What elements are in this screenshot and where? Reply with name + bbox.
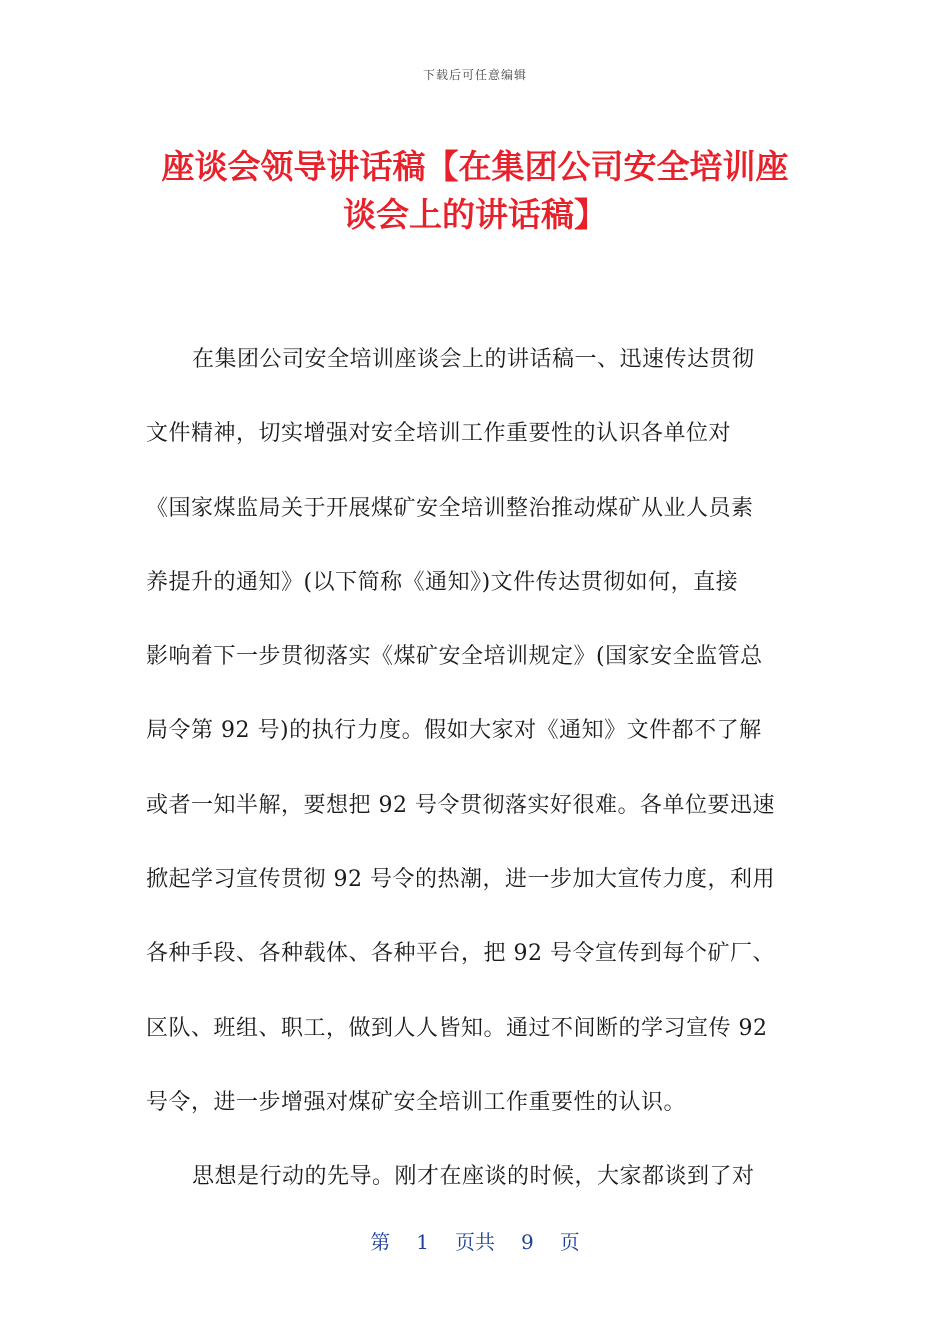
header-note: 下载后可任意编辑 bbox=[422, 68, 527, 82]
title-line-2: 谈会上的讲话稿】 bbox=[343, 195, 607, 234]
body-line: 区队、班组、职工，做到人人皆知。通过不间断的学习宣传 92 bbox=[146, 1015, 768, 1041]
body-line: 号令，进一步增强对煤矿安全培训工作重要性的认识。 bbox=[146, 1089, 687, 1115]
body-line: 《国家煤监局关于开展煤矿安全培训整治推动煤矿从业人员素 bbox=[146, 495, 754, 521]
body-line: 掀起学习宣传贯彻 92 号令的热潮，进一步加大宣传力度，利用 bbox=[146, 867, 775, 893]
body-line: 局令第 92 号)的执行力度。假如大家对《通知》文件都不了解 bbox=[146, 718, 762, 744]
footer-middle: 页共 bbox=[455, 1230, 495, 1254]
footer-total-pages: 9 bbox=[521, 1230, 534, 1254]
body-line: 在集团公司安全培训座谈会上的讲话稿一、迅速传达贯彻 bbox=[192, 347, 755, 372]
body-line: 文件精神，切实增强对安全培训工作重要性的认识各单位对 bbox=[146, 421, 732, 447]
body-line: 各种手段、各种载体、各种平台，把 92 号令宣传到每个矿厂、 bbox=[146, 941, 775, 967]
page-footer bbox=[0, 1226, 950, 1255]
body-line: 思想是行动的先导。刚才在座谈的时候，大家都谈到了对 bbox=[192, 1164, 755, 1190]
document-body bbox=[146, 323, 806, 1215]
title-line-1: 座谈会领导讲话稿【在集团公司安全培训座 bbox=[161, 147, 789, 186]
footer-prefix: 第 bbox=[370, 1230, 391, 1254]
footer-current-page: 1 bbox=[416, 1230, 429, 1254]
document-title bbox=[100, 143, 850, 239]
body-line: 养提升的通知》(以下简称《通知》)文件传达贯彻如何，直接 bbox=[146, 569, 739, 595]
body-line: 影响着下一步贯彻落实《煤矿安全培训规定》(国家安全监管总 bbox=[146, 644, 763, 670]
footer-suffix: 页 bbox=[559, 1230, 580, 1254]
body-line: 或者一知半解，要想把 92 号令贯彻落实好很难。各单位要迅速 bbox=[146, 792, 775, 818]
